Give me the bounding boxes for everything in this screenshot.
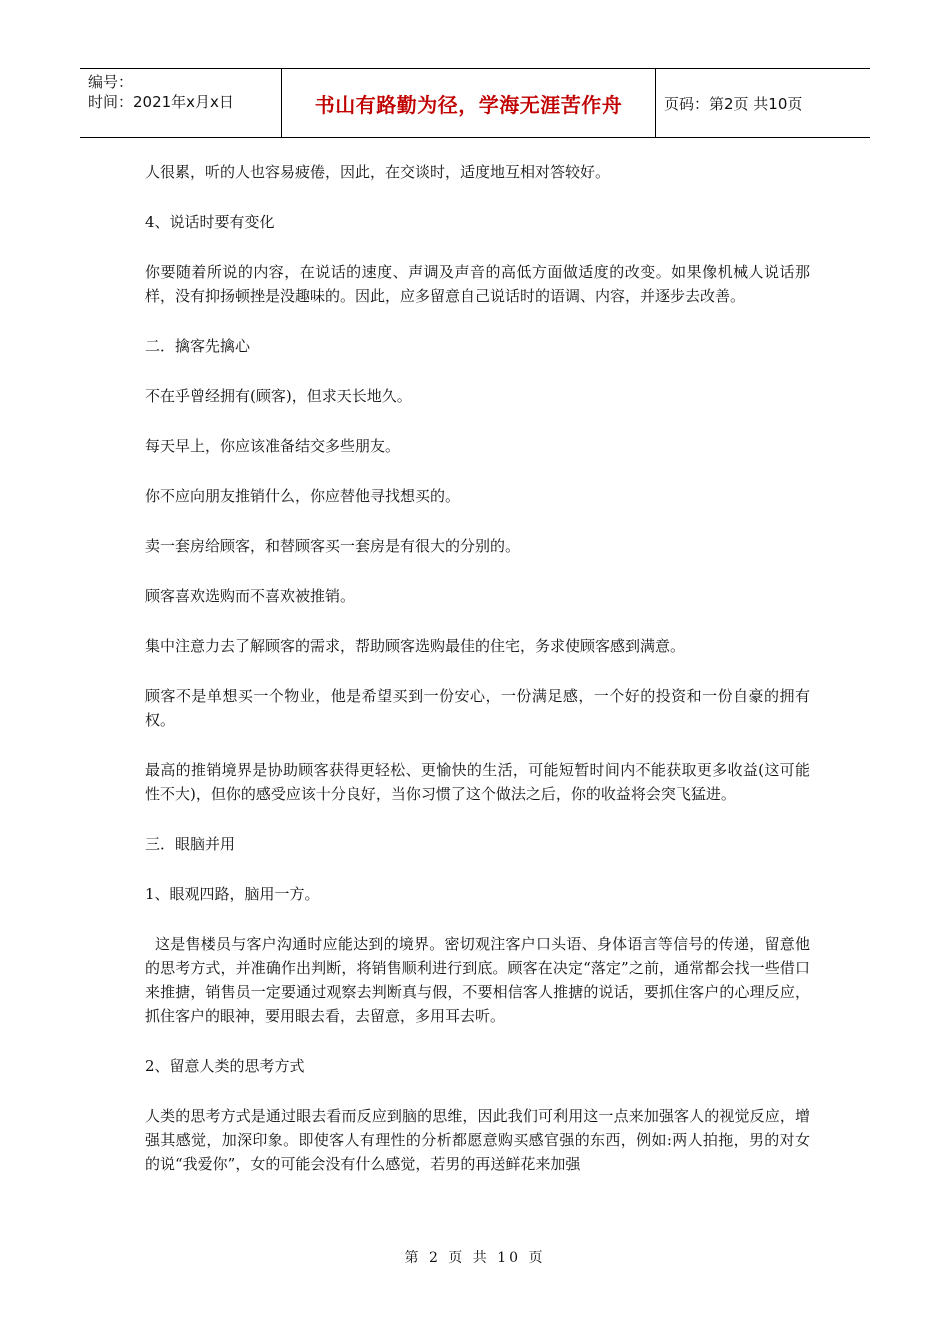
page-footer: 第 2 页 共 10 页 xyxy=(404,1250,546,1266)
section-heading: 4、说话时要有变化 xyxy=(145,213,275,231)
section-heading: 三．眼脑并用 xyxy=(145,835,236,853)
header-page-info: 页码：第2页 共10页 xyxy=(664,94,803,113)
page-header xyxy=(80,68,870,138)
subsection-heading: 1、眼观四路，脑用一方。 xyxy=(145,885,320,903)
document-body xyxy=(145,160,810,1202)
paragraph: 不在乎曾经拥有(顾客)，但求天长地久。 xyxy=(145,387,412,405)
paragraph: 人很累，听的人也容易疲倦，因此，在交谈时，适度地互相对答较好。 xyxy=(145,163,611,181)
paragraph: 人类的思考方式是通过眼去看而反应到脑的思维，因此我们可利用这一点来加强客人的视觉反应，增强其感觉，加深印象。即使客人有理性的分析都愿意购买感官强的东西，例如:两人拍拖，男的对女的说“我爱你”，女的可能会没有什么感觉，若男的再送鲜花来加强 xyxy=(145,1107,810,1173)
section-heading: 二．擒客先擒心 xyxy=(145,337,251,355)
number-label: 编号： xyxy=(88,73,134,91)
time-label: 时间：2021年x月x日 xyxy=(88,93,234,111)
header-motto: 书山有路勤为径，学海无涯苦作舟 xyxy=(282,69,656,137)
header-meta xyxy=(80,69,282,137)
paragraph: 这是售楼员与客户沟通时应能达到的境界。密切观注客户口头语、身体语言等信号的传递，留意他的思考方式，并准确作出判断，将销售顺利进行到底。顾客在决定“落定”之前，通常都会找一些借口来推搪，销售员一定要通过观察去判断真与假，不要相信客人推搪的说话，要抓住客户的心理反应，抓住客户的眼神，要用眼去看，去留意，多用耳去听。 xyxy=(145,935,810,1025)
paragraph: 顾客不是单想买一个物业，他是希望买到一份安心，一份满足感，一个好的投资和一份自豪的拥有权。 xyxy=(145,687,810,729)
paragraph: 每天早上，你应该准备结交多些朋友。 xyxy=(145,437,401,455)
paragraph: 卖一套房给顾客，和替顾客买一套房是有很大的分别的。 xyxy=(145,537,521,555)
paragraph: 顾客喜欢选购而不喜欢被推销。 xyxy=(145,587,356,605)
paragraph: 你要随着所说的内容，在说话的速度、声调及声音的高低方面做适度的改变。如果像机械人说话那样，没有抑扬顿挫是没趣味的。因此，应多留意自己说话时的语调、内容，并逐步去改善。 xyxy=(145,263,810,305)
subsection-heading: 2、留意人类的思考方式 xyxy=(145,1057,305,1075)
paragraph: 最高的推销境界是协助顾客获得更轻松、更愉快的生活，可能短暂时间内不能获取更多收益(这可能性不大)，但你的感受应该十分良好，当你习惯了这个做法之后，你的收益将会突飞猛进。 xyxy=(145,761,810,803)
paragraph: 你不应向朋友推销什么，你应替他寻找想买的。 xyxy=(145,487,461,505)
paragraph: 集中注意力去了解顾客的需求，帮助顾客选购最佳的住宅，务求使顾客感到满意。 xyxy=(145,637,686,655)
